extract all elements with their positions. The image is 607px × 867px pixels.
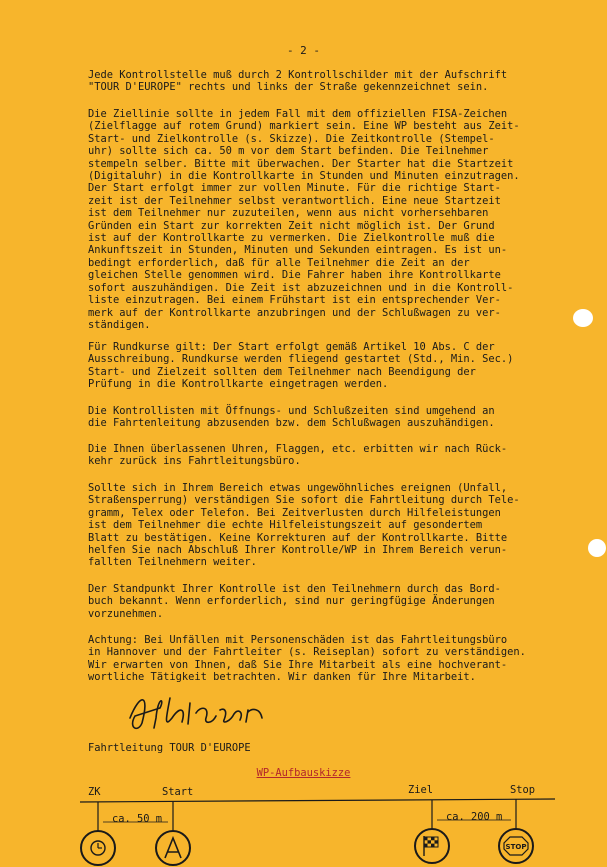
paragraph-incidents: Sollte sich in Ihrem Bereich etwas ungewöhnliches ereignen (Unfall, Straßensperrung) verständigen Sie sofort die Fahrtleitung durch Tele- gramm, Telex oder Telefon. Bei Zeitverlusten durch Hilfeleistungen ist dem Teilnehmer die echte Hilfeleistungszeit auf gesondertem Blatt zu bestätigen. Keine Korrekturen auf der Kontrollkarte. Bitte helfen Sie nach Abschluß Ihrer Kontrolle/WP in Ihrem Bereich verun- fallten Teilnehmern weiter. [88, 482, 520, 569]
paragraph-checkpoint-signs: Jede Kontrollstelle muß durch 2 Kontrollschilder mit der Aufschrift "TOUR D'EUROPE" rechts und links der Straße gekennzeichnet sein. [88, 69, 508, 94]
label-distance-200m: ca. 200 m [446, 811, 503, 823]
label-ziel: Ziel [408, 784, 434, 796]
paragraph-return-equipment: Die Ihnen überlassenen Uhren, Flaggen, etc. erbitten wir nach Rück- kehr zurück ins Fahrtleitungsbüro. [88, 443, 508, 468]
paragraph-circuits: Für Rundkurse gilt: Der Start erfolgt gemäß Artikel 10 Abs. C der Ausschreibung. Rundkurse werden fliegend gestartet (Std., Min. Sec.) Start- und Zielzeit sollten dem Teilnehmer nach Beendigung der Prüfung in die Kontrollkarte eingetragen werden. [88, 341, 514, 391]
paragraph-location: Der Standpunkt Ihrer Kontrolle ist den Teilnehmern durch das Bord- buch bekannt. Wenn erforderlich, sind nur geringfügige Änderungen vorzunehmen. [88, 583, 501, 620]
stop-sign-text: STOP [505, 843, 527, 851]
sketch-title: WP-Aufbauskizze [256, 767, 351, 779]
paragraph-finish-line: Die Ziellinie sollte in jedem Fall mit dem offiziellen FISA-Zeichen (Zielflagge auf rotem Grund) markiert sein. Eine WP besteht aus Zeit- Start- und Zielkontrolle (s. Skizze). Die Zeitkontrolle (Stempel- uhr) sollte sich ca. 50 m vor dem Start befinden. Die Teilnehmer stempeln selber. Bitte mit überwachen. Der Starter hat die Startzeit (Digitaluhr) in die Kontrollkarte in Stunden und Minuten einzutragen. Der Start erfolgt immer zur vollen Minute. Für die richtige Start- zeit ist der Teilnehmer selbst verantwortlich. Eine neue Startzeit ist dem Teilnehmer nur zuzuteilen, wenn aus nicht vorhersehbaren Gründen ein Start zur korrekten Zeit nicht möglich ist. Der Grund ist auf der Kontrollkarte zu vermerken. Die Zielkontrolle muß die Ankunftszeit in Stunden, Minuten und Sekunden eintragen. Es ist un- bedingt erforderlich, daß für alle Teilnehmer die Zeit an der gleichen Stelle genommen wird. Die Fahrer haben ihre Kontrollkarte sofort auszuhändigen. Die Zeit ist abzuzeichnen und in die Kontroll- liste einzutragen. Bei einem Frühstart ist ein entsprechender Ver- merk auf der Kontrollkarte anzubringen und der Schlußwagen zu ver- ständigen. [88, 108, 520, 331]
paragraph-attention: Achtung: Bei Unfällen mit Personenschäden ist das Fahrtleitungsbüro in Hannover und der Fahrtleiter (s. Reiseplan) sofort zu verständigen. Wir erwarten von Ihnen, daß Sie Ihre Mitarbeit als eine hochverant- wortliche Tätigkeit betrachten. Wir danken für Ihre Mitarbeit. [88, 634, 526, 684]
label-stop: Stop [510, 784, 536, 796]
signature-line: Fahrtleitung TOUR D'EUROPE [88, 742, 251, 754]
label-start: Start [162, 786, 194, 798]
page-number: - 2 - [286, 44, 321, 57]
paragraph-control-lists: Die Kontrollisten mit Öffnungs- und Schlußzeiten sind umgehend an die Fahrtenleitung abzusenden bzw. dem Schlußwagen auszuhändigen. [88, 405, 495, 430]
label-distance-50m: ca. 50 m [112, 813, 163, 825]
label-zk: ZK [88, 786, 101, 798]
